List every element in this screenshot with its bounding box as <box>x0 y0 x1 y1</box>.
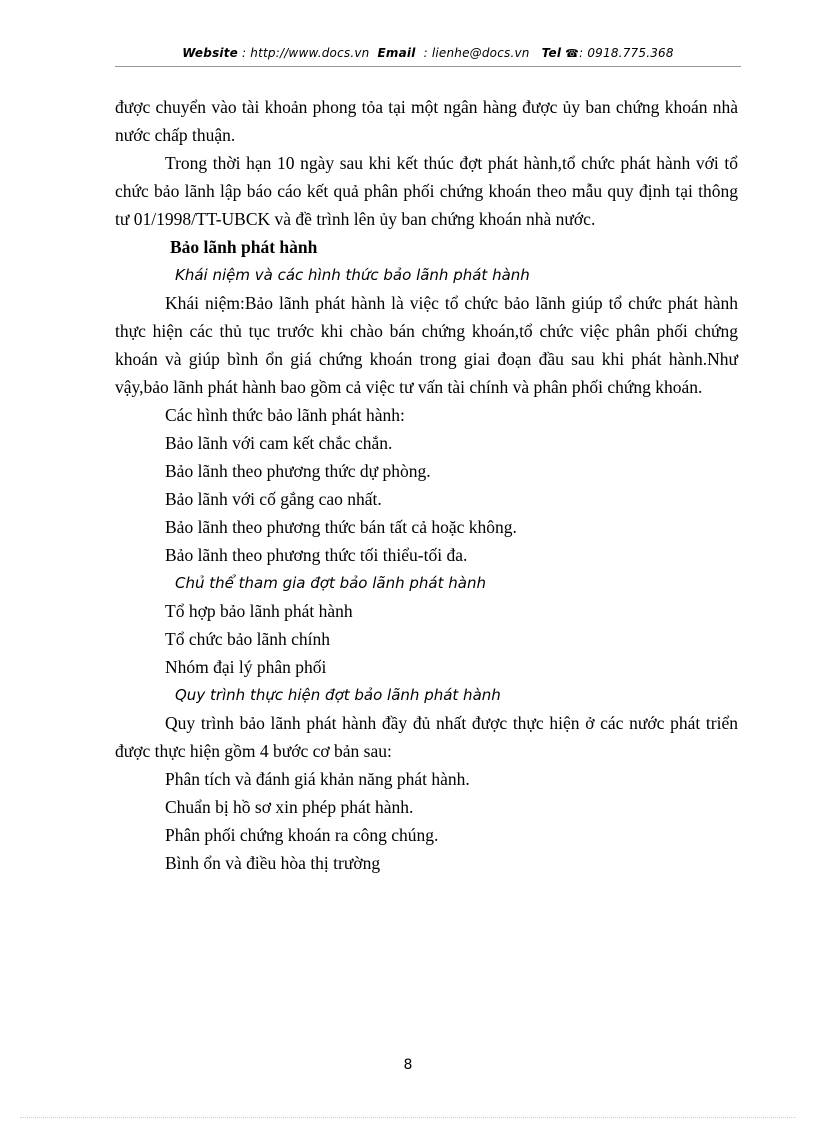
phone-icon: ☎ <box>565 47 580 60</box>
list-item: Phân phối chứng khoán ra công chúng. <box>165 825 439 845</box>
website-label: Website <box>182 46 238 60</box>
subsection-heading-concept: Khái niệm và các hình thức bảo lãnh phát hành <box>175 266 530 284</box>
website-value: : http://www.docs.vn <box>242 46 370 60</box>
paragraph-process-intro: Quy trình bảo lãnh phát hành đầy đủ nhất được thực hiện ở các nước phát triển được thực hiện gồm 4 bước cơ bản sau: <box>115 713 738 761</box>
header-divider <box>115 66 741 67</box>
list-item: Bình ổn và điều hòa thị trường <box>165 853 381 873</box>
list-item: Tổ hợp bảo lãnh phát hành <box>165 601 353 621</box>
email-value: : lienhe@docs.vn <box>423 46 530 60</box>
page-header <box>115 46 741 60</box>
list-item: Bảo lãnh với cố gắng cao nhất. <box>165 489 382 509</box>
document-body <box>115 93 738 877</box>
paragraph-definition: Khái niệm:Bảo lãnh phát hành là việc tổ chức bảo lãnh giúp tổ chức phát hành thực hiện các thủ tục trước khi chào bán chứng khoán,tổ chức việc phân phối chứng khoán và giúp bình ổn giá chứng khoán trong giai đoạn đầu sau khi phát hành.Như vậy,bảo lãnh phát hành bao gồm cả việc tư vấn tài chính và phân phối chứng khoán. <box>115 293 738 397</box>
tel-label: Tel <box>541 46 562 60</box>
section-heading: Bảo lãnh phát hành <box>170 237 318 257</box>
list-item: Nhóm đại lý phân phối <box>165 657 327 677</box>
list-item: Bảo lãnh theo phương thức bán tất cả hoặc không. <box>165 517 517 537</box>
forms-intro: Các hình thức bảo lãnh phát hành: <box>165 405 405 425</box>
page-number: 8 <box>403 1057 413 1073</box>
email-label: Email <box>377 46 416 60</box>
list-item: Bảo lãnh với cam kết chắc chắn. <box>165 433 393 453</box>
paragraph-continuation: được chuyển vào tài khoản phong tỏa tại một ngân hàng được ủy ban chứng khoán nhà nước chấp thuận. <box>115 97 738 145</box>
list-item: Bảo lãnh theo phương thức tối thiểu-tối đa. <box>165 545 468 565</box>
subsection-heading-process: Quy trình thực hiện đợt bảo lãnh phát hành <box>175 686 501 704</box>
subsection-heading-participants: Chủ thể tham gia đợt bảo lãnh phát hành <box>175 574 486 592</box>
list-item: Phân tích và đánh giá khản năng phát hành. <box>165 769 470 789</box>
list-item: Chuẩn bị hồ sơ xin phép phát hành. <box>165 797 414 817</box>
footer-divider <box>20 1117 796 1118</box>
list-item: Tổ chức bảo lãnh chính <box>165 629 330 649</box>
paragraph-report-deadline: Trong thời hạn 10 ngày sau khi kết thúc đợt phát hành,tổ chức phát hành với tổ chức bảo lãnh lập báo cáo kết quả phân phối chứng khoán theo mẫu quy định tại thông tư 01/1998/TT-UBCK và đề trình lên ủy ban chứng khoán nhà nước. <box>115 153 738 229</box>
list-item: Bảo lãnh theo phương thức dự phòng. <box>165 461 431 481</box>
tel-value: : 0918.775.368 <box>579 46 674 60</box>
